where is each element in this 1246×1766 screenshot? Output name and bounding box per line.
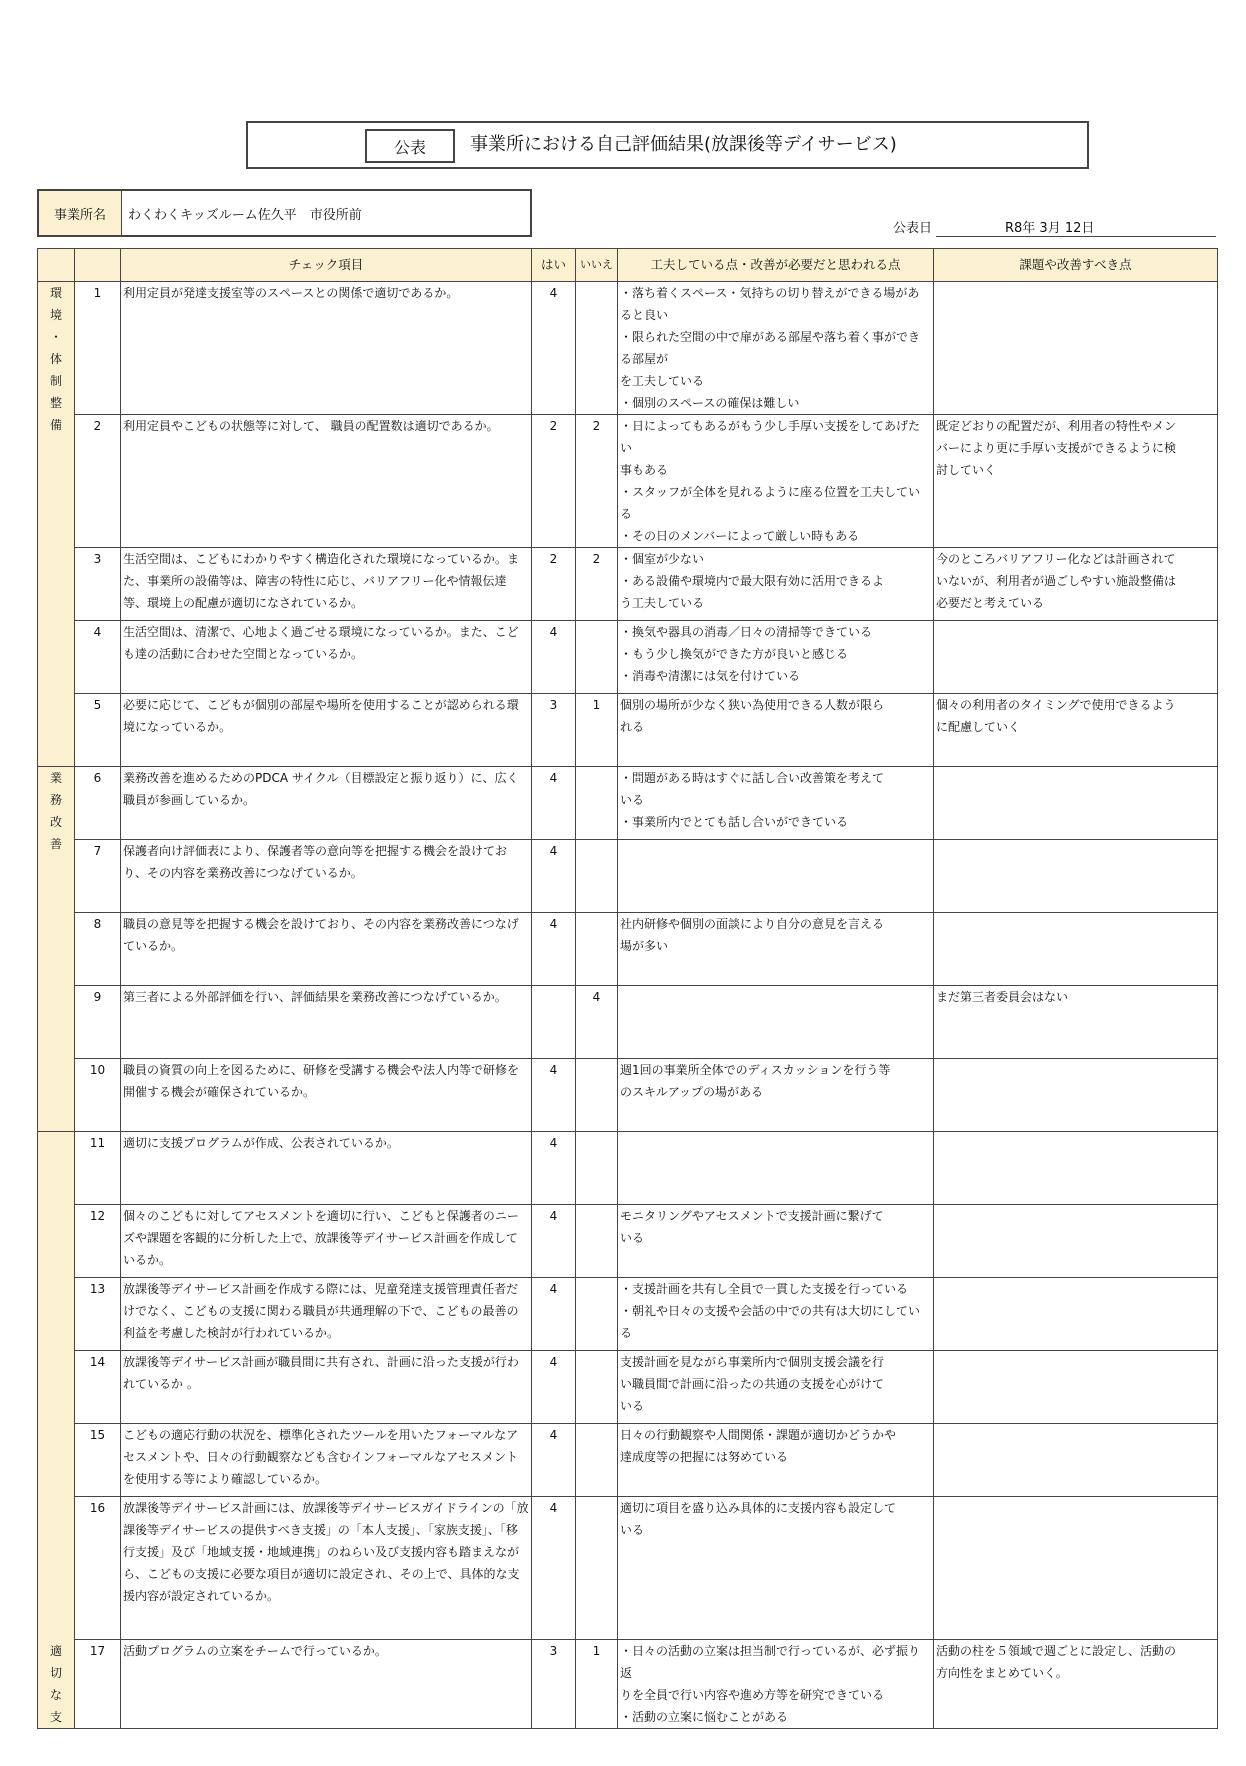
effort-line: 支援計画を見ながら事業所内で個別支援会議を行 xyxy=(620,1355,885,1369)
issues-cell xyxy=(934,1132,1218,1205)
row-number: 17 xyxy=(75,1640,121,1729)
table-row xyxy=(38,694,1218,767)
issues-line: 討していく xyxy=(936,463,997,477)
effort-line: ・その日のメンバーによって厳しい時もある xyxy=(620,529,860,543)
category-char: な xyxy=(49,1688,62,1702)
issues-cell xyxy=(934,1424,1218,1497)
check-item: 適切に支援プログラムが作成、公表されているか。 xyxy=(121,1132,532,1205)
issues-cell xyxy=(934,986,1218,1059)
effort-line: ・日々の活動の立案は担当制で行っているが、必ず振り返 xyxy=(620,1644,921,1680)
table-body xyxy=(38,282,1218,1729)
header-number xyxy=(75,249,121,282)
yes-count: 4 xyxy=(532,1497,576,1640)
effort-line: いる xyxy=(620,1399,645,1413)
effort-line: 社内研修や個別の面談により自分の意見を言える xyxy=(620,917,885,931)
category-char: 制 xyxy=(49,374,62,388)
public-badge: 公表 xyxy=(365,129,455,163)
yes-count: 4 xyxy=(532,1424,576,1497)
effort-cell xyxy=(618,986,934,1059)
table-row xyxy=(38,1351,1218,1424)
yes-count: 3 xyxy=(532,1640,576,1729)
effort-line: ・支援計画を共有し全員で一貫した支援を行っている xyxy=(620,1282,909,1296)
effort-line: ・消毒や清潔には気を付けている xyxy=(620,669,801,683)
title-box xyxy=(246,121,1089,169)
check-item: 放課後等デイサービス計画が職員間に共有され、計画に沿った支援が行われているか 。 xyxy=(121,1351,532,1424)
category-char: 務 xyxy=(49,793,62,807)
check-item: 活動プログラムの立案をチームで行っているか。 xyxy=(121,1640,532,1729)
office-name: わくわくキッズルーム佐久平 市役所前 xyxy=(128,208,362,223)
effort-line: ・ある設備や環境内で最大限有効に活用できるよ xyxy=(620,574,885,588)
row-number: 12 xyxy=(75,1205,121,1278)
effort-line: ・もう少し換気ができた方が良いと感じる xyxy=(620,647,849,661)
header-item: チェック項目 xyxy=(121,249,532,282)
issues-line: 必要だと考えている xyxy=(936,596,1045,610)
no-count xyxy=(576,1497,618,1640)
no-count xyxy=(576,840,618,913)
issues-line: 活動の柱を５領域で週ごとに設定し、活動の xyxy=(936,1644,1177,1658)
yes-count: 4 xyxy=(532,1205,576,1278)
issues-cell xyxy=(934,694,1218,767)
header-effort: 工夫している点・改善が必要だと思われる点 xyxy=(618,249,934,282)
effort-cell xyxy=(618,1132,934,1205)
effort-line: ・個別のスペースの確保は難しい xyxy=(620,396,800,410)
effort-cell xyxy=(618,621,934,694)
issues-cell xyxy=(934,1278,1218,1351)
yes-count: 4 xyxy=(532,913,576,986)
check-item: 保護者向け評価表により、保護者等の意向等を把握する機会を設けており、その内容を業務改善につなげているか。 xyxy=(121,840,532,913)
check-item: 利用定員やこどもの状態等に対して、 職員の配置数は適切であるか。 xyxy=(121,415,532,548)
effort-line: りを全員で行い内容や進め方等を研究できている xyxy=(620,1688,885,1702)
issues-line: いないが、利用者が過ごしやすい施設整備は xyxy=(936,574,1177,588)
issues-cell xyxy=(934,1059,1218,1132)
effort-cell xyxy=(618,1640,934,1729)
yes-count: 4 xyxy=(532,621,576,694)
issues-line: 個々の利用者のタイミングで使用できるよう xyxy=(936,698,1176,712)
category-char: 整 xyxy=(49,396,62,410)
publication-underline xyxy=(936,236,1216,237)
row-number: 14 xyxy=(75,1351,121,1424)
no-count xyxy=(576,1059,618,1132)
no-count: 1 xyxy=(576,1640,618,1729)
yes-count: 2 xyxy=(532,415,576,548)
table-row xyxy=(38,415,1218,548)
row-number: 7 xyxy=(75,840,121,913)
effort-line: う工夫している xyxy=(620,596,705,610)
office-label: 事業所名 xyxy=(39,191,122,235)
table-row xyxy=(38,1278,1218,1351)
issues-line: 今のところバリアフリー化などは計画されて xyxy=(936,552,1176,566)
yes-count: 4 xyxy=(532,840,576,913)
no-count xyxy=(576,1351,618,1424)
effort-line: いる xyxy=(620,1231,645,1245)
row-number: 16 xyxy=(75,1497,121,1640)
row-number: 9 xyxy=(75,986,121,1059)
effort-line: 達成度等の把握には努めている xyxy=(620,1450,789,1464)
check-item: 生活空間は、清潔で、心地よく過ごせる環境になっているか。また、こども達の活動に合わせた空間となっているか。 xyxy=(121,621,532,694)
page-title: 事業所における自己評価結果(放課後等デイサービス) xyxy=(470,134,897,155)
effort-line: い職員間で計画に沿ったの共通の支援を心がけて xyxy=(620,1377,885,1391)
issues-line: 既定どおりの配置だが、利用者の特性やメン xyxy=(936,419,1177,433)
table-row xyxy=(38,1640,1218,1729)
category-char: 備 xyxy=(49,418,62,432)
effort-line: ・限られた空間の中で扉がある部屋や落ち着く事ができる部屋が xyxy=(620,330,921,366)
table-row xyxy=(38,1205,1218,1278)
issues-cell xyxy=(934,767,1218,840)
check-item: こどもの適応行動の状況を、標準化されたツールを用いたフォーマルなアセスメントや、日々の行動観察なども含むインフォーマルなアセスメントを使用する等により確認しているか。 xyxy=(121,1424,532,1497)
yes-count: 4 xyxy=(532,767,576,840)
effort-line: のスキルアップの場がある xyxy=(620,1085,764,1099)
issues-cell xyxy=(934,1497,1218,1640)
row-number: 5 xyxy=(75,694,121,767)
effort-line: を工夫している xyxy=(620,374,705,388)
effort-line: ・個室が少ない xyxy=(620,552,705,566)
row-number: 15 xyxy=(75,1424,121,1497)
row-number: 2 xyxy=(75,415,121,548)
effort-line: 週1回の事業所全体でのディスカッションを行う等 xyxy=(620,1063,891,1077)
effort-line: ・換気や器具の消毒／日々の清掃等できている xyxy=(620,625,873,639)
issues-cell xyxy=(934,1205,1218,1278)
effort-line: 場が多い xyxy=(620,939,669,953)
issues-cell xyxy=(934,282,1218,415)
effort-line: 事もある xyxy=(620,463,669,477)
no-count xyxy=(576,1424,618,1497)
effort-line: いる xyxy=(620,793,645,807)
category-cell xyxy=(38,1132,75,1729)
issues-cell xyxy=(934,621,1218,694)
yes-count: 3 xyxy=(532,694,576,767)
effort-line: ・スタッフが全体を見れるように座る位置を工夫している xyxy=(620,485,921,521)
issues-cell xyxy=(934,415,1218,548)
table-header-row xyxy=(38,249,1218,282)
table-row xyxy=(38,1059,1218,1132)
effort-cell xyxy=(618,1424,934,1497)
issues-line: バーにより更に手厚い支援ができるように検 xyxy=(936,441,1177,455)
no-count: 2 xyxy=(576,548,618,621)
effort-line: ・日によってもあるがもう少し手厚い支援をしてあげたい xyxy=(620,419,921,455)
no-count xyxy=(576,621,618,694)
category-char: 善 xyxy=(49,837,62,851)
no-count: 1 xyxy=(576,694,618,767)
table-row xyxy=(38,840,1218,913)
effort-cell xyxy=(618,840,934,913)
row-number: 1 xyxy=(75,282,121,415)
table-row xyxy=(38,621,1218,694)
publication-date: R8年 3月 12日 xyxy=(1005,221,1095,236)
check-item: 業務改善を進めるためのPDCA サイクル（目標設定と振り返り）に、広く職員が参画しているか。 xyxy=(121,767,532,840)
no-count xyxy=(576,1205,618,1278)
yes-count: 2 xyxy=(532,548,576,621)
effort-cell xyxy=(618,1205,934,1278)
category-cell xyxy=(38,767,75,1132)
effort-cell xyxy=(618,1497,934,1640)
category-char: ・ xyxy=(49,330,62,344)
issues-line: 方向性をまとめていく。 xyxy=(936,1666,1068,1680)
effort-line: ・事業所内でとても話し合いができている xyxy=(620,815,849,829)
effort-line: ・落ち着くスペース・気持ちの切り替えができる場があると良い xyxy=(620,286,920,322)
header-no: いいえ xyxy=(576,249,618,282)
yes-count: 4 xyxy=(532,1132,576,1205)
effort-line: 個別の場所が少なく狭い為使用できる人数が限ら xyxy=(620,698,885,712)
no-count: 2 xyxy=(576,415,618,548)
issues-cell xyxy=(934,1640,1218,1729)
category-char: 環 xyxy=(49,286,62,300)
check-item: 利用定員が発達支援室等のスペースとの関係で適切であるか。 xyxy=(121,282,532,415)
table-row xyxy=(38,1132,1218,1205)
check-item: 放課後等デイサービス計画を作成する際には、児童発達支援管理責任者だけでなく、こどもの支援に関わる職員が共通理解の下で、こどもの最善の利益を考慮した検討が行われているか。 xyxy=(121,1278,532,1351)
category-char: 改 xyxy=(49,815,62,829)
effort-cell xyxy=(618,694,934,767)
issues-line: に配慮していく xyxy=(936,720,1021,734)
table-row xyxy=(38,986,1218,1059)
header-yes: はい xyxy=(532,249,576,282)
effort-cell xyxy=(618,1278,934,1351)
issues-cell xyxy=(934,548,1218,621)
evaluation-table xyxy=(37,248,1218,1729)
effort-cell xyxy=(618,767,934,840)
check-item: 生活空間は、こどもにわかりやすく構造化された環境になっているか。また、事業所の設備等は、障害の特性に応じ、バリアフリー化や情報伝達等、環境上の配慮が適切になされているか。 xyxy=(121,548,532,621)
row-number: 6 xyxy=(75,767,121,840)
yes-count: 4 xyxy=(532,1059,576,1132)
yes-count xyxy=(532,986,576,1059)
yes-count: 4 xyxy=(532,1278,576,1351)
check-item: 職員の意見等を把握する機会を設けており、その内容を業務改善につなげているか。 xyxy=(121,913,532,986)
check-item: 個々のこどもに対してアセスメントを適切に行い、こどもと保護者のニーズや課題を客観的に分析した上で、放課後等デイサービス計画を作成しているか。 xyxy=(121,1205,532,1278)
category-char: 境 xyxy=(49,308,62,322)
row-number: 10 xyxy=(75,1059,121,1132)
effort-cell xyxy=(618,548,934,621)
category-char: 適 xyxy=(49,1644,62,1658)
check-item: 必要に応じて、こどもが個別の部屋や場所を使用することが認められる環境になっているか。 xyxy=(121,694,532,767)
publication-label: 公表日 xyxy=(893,221,933,236)
issues-cell xyxy=(934,840,1218,913)
header-category xyxy=(38,249,75,282)
category-char: 切 xyxy=(49,1666,62,1680)
effort-line: ・活動の立案に悩むことがある xyxy=(620,1710,789,1724)
no-count xyxy=(576,1278,618,1351)
category-cell xyxy=(38,282,75,767)
table-row xyxy=(38,1424,1218,1497)
check-item: 放課後等デイサービス計画には、放課後等デイサービスガイドラインの「放課後等デイサービスの提供すべき支援」の「本人支援」、「家族支援」、「移行支援」及び「地域支援・地域連携」のねらい及び支援内容も踏まえながら、こどもの支援に必要な項目が適切に設定され、その上で、具体的な支援内容が設定されているか。 xyxy=(121,1497,532,1640)
no-count xyxy=(576,282,618,415)
effort-cell xyxy=(618,1351,934,1424)
row-number: 4 xyxy=(75,621,121,694)
effort-line: モニタリングやアセスメントで支援計画に繋げて xyxy=(620,1209,884,1223)
effort-line: ・朝礼や日々の支援や会話の中での共有は大切にしている xyxy=(620,1304,921,1340)
issues-cell xyxy=(934,1351,1218,1424)
yes-count: 4 xyxy=(532,1351,576,1424)
effort-line: いる xyxy=(620,1523,645,1537)
table-row xyxy=(38,913,1218,986)
check-item: 第三者による外部評価を行い、評価結果を業務改善につなげているか。 xyxy=(121,986,532,1059)
category-char: 支 xyxy=(49,1710,62,1724)
no-count xyxy=(576,913,618,986)
effort-cell xyxy=(618,1059,934,1132)
effort-line: 適切に項目を盛り込み具体的に支援内容も設定して xyxy=(620,1501,897,1515)
table-row xyxy=(38,282,1218,415)
issues-cell xyxy=(934,913,1218,986)
issues-line: まだ第三者委員会はない xyxy=(936,990,1069,1004)
yes-count: 4 xyxy=(532,282,576,415)
row-number: 13 xyxy=(75,1278,121,1351)
table-row xyxy=(38,548,1218,621)
effort-cell xyxy=(618,415,934,548)
effort-cell xyxy=(618,913,934,986)
no-count xyxy=(576,767,618,840)
table-row xyxy=(38,767,1218,840)
effort-line: ・問題がある時はすぐに話し合い改善策を考えて xyxy=(620,771,885,785)
header-issues: 課題や改善すべき点 xyxy=(934,249,1218,282)
no-count xyxy=(576,1132,618,1205)
category-char: 業 xyxy=(49,771,62,785)
effort-line: れる xyxy=(620,720,645,734)
effort-cell xyxy=(618,282,934,415)
effort-line: 日々の行動観察や人間関係・課題が適切かどうかや xyxy=(620,1428,897,1442)
row-number: 8 xyxy=(75,913,121,986)
check-item: 職員の資質の向上を図るために、研修を受講する機会や法人内等で研修を開催する機会が確保されているか。 xyxy=(121,1059,532,1132)
row-number: 11 xyxy=(75,1132,121,1205)
office-box xyxy=(37,189,532,237)
row-number: 3 xyxy=(75,548,121,621)
category-char: 体 xyxy=(49,352,62,366)
table-row xyxy=(38,1497,1218,1640)
no-count: 4 xyxy=(576,986,618,1059)
